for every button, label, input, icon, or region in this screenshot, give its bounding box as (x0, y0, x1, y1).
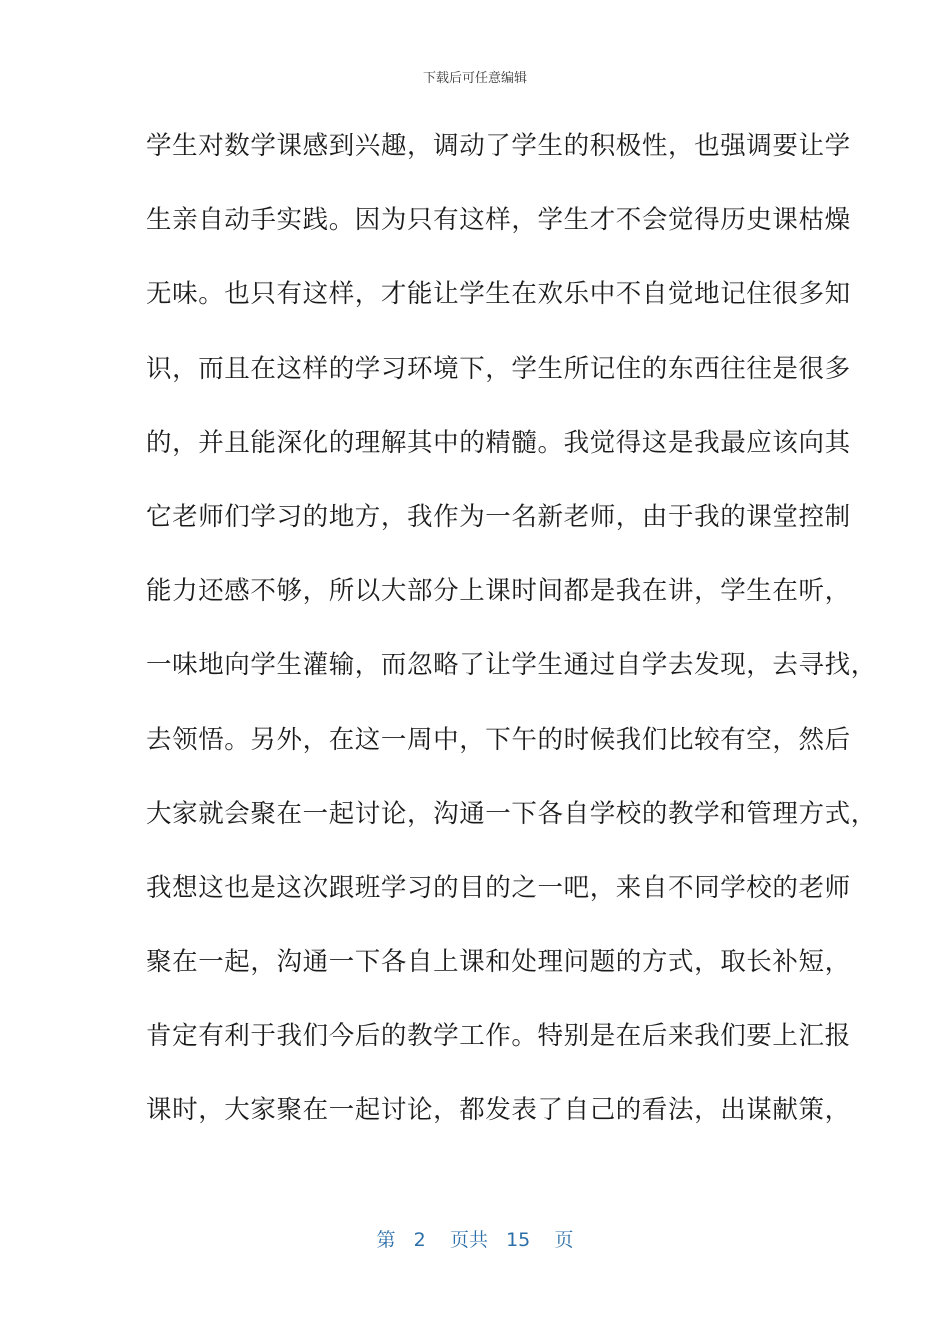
footer-prefix: 第 (376, 1229, 396, 1251)
text-line: 识，而且在这样的学习环境下，学生所记住的东西往往是很多 (146, 353, 851, 384)
text-line: 一味地向学生灌输，而忽略了让学生通过自学去发现，去寻找， (146, 650, 877, 681)
current-page-number: 2 (413, 1229, 426, 1251)
text-line: 课时，大家聚在一起讨论，都发表了自己的看法，出谋献策， (146, 1095, 851, 1126)
footer-suffix: 页 (554, 1229, 574, 1251)
document-body (146, 120, 877, 1159)
page-number-footer (0, 1225, 950, 1252)
text-line: 大家就会聚在一起讨论，沟通一下各自学校的教学和管理方式， (146, 798, 877, 829)
page-header-note: 下载后可任意编辑 (422, 71, 527, 86)
text-line: 肯定有利于我们今后的教学工作。特别是在后来我们要上汇报 (146, 1021, 851, 1052)
text-line: 的，并且能深化的理解其中的精髓。我觉得这是我最应该向其 (146, 427, 851, 458)
text-line: 能力还感不够，所以大部分上课时间都是我在讲，学生在听， (146, 576, 851, 607)
text-line: 生亲自动手实践。因为只有这样，学生才不会觉得历史课枯燥 (146, 205, 851, 236)
text-line: 学生对数学课感到兴趣，调动了学生的积极性，也强调要让学 (146, 131, 851, 161)
text-line: 它老师们学习的地方，我作为一名新老师，由于我的课堂控制 (146, 501, 851, 532)
text-line: 我想这也是这次跟班学习的目的之一吧，来自不同学校的老师 (146, 872, 851, 903)
total-pages-number: 15 (506, 1229, 531, 1251)
text-line: 无味。也只有这样，才能让学生在欢乐中不自觉地记住很多知 (146, 279, 851, 310)
text-line: 去领悟。另外，在这一周中，下午的时候我们比较有空，然后 (146, 724, 851, 755)
footer-middle: 页共 (449, 1229, 488, 1251)
text-line: 聚在一起，沟通一下各自上课和处理问题的方式，取长补短， (146, 947, 851, 978)
